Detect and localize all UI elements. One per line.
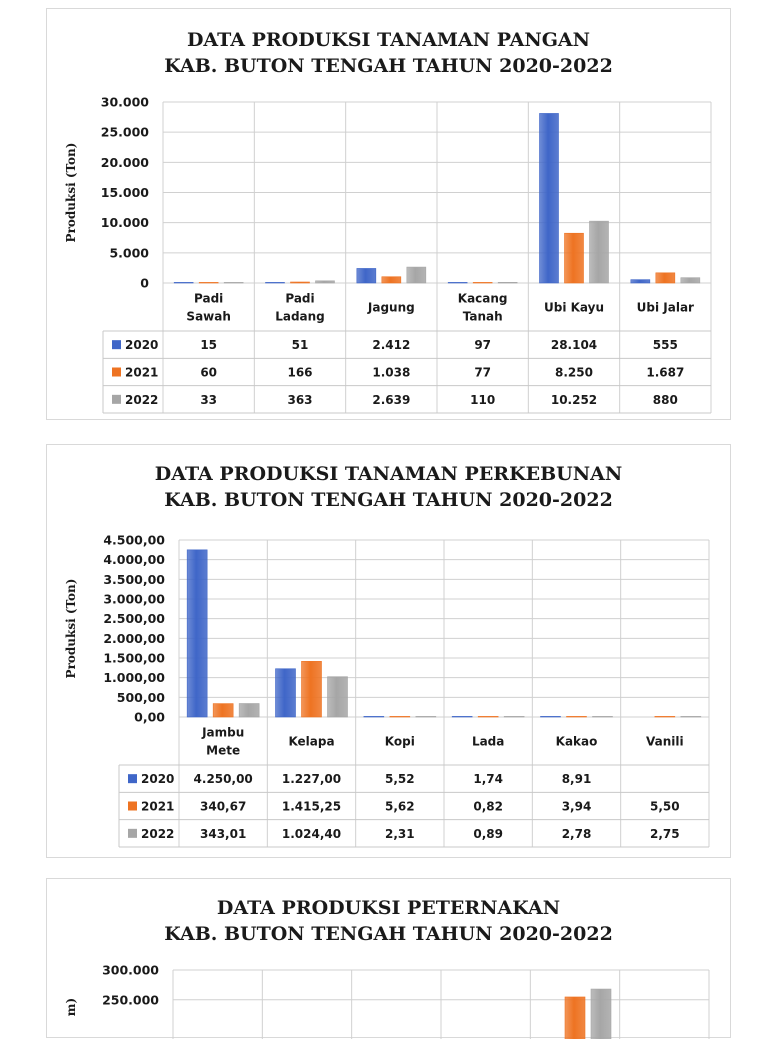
category-label: Tanah <box>462 309 503 324</box>
y-tick-label: 4.500,00 <box>103 532 165 548</box>
chart-title-line1: DATA PRODUKSI TANAMAN PANGAN <box>186 29 591 51</box>
data-table-cell: 343,01 <box>200 826 247 841</box>
bar-2022-2 <box>416 716 436 717</box>
chart-panel-peternakan <box>46 878 731 1038</box>
data-table-cell: 880 <box>652 392 678 407</box>
data-table-cell: 15 <box>200 338 218 353</box>
chart-peternakan-svg <box>47 879 732 1039</box>
data-table-cell: 2,75 <box>650 826 680 841</box>
category-label: Padi <box>285 291 315 306</box>
y-tick-label: 0 <box>140 275 149 291</box>
data-table-cell: 10.252 <box>550 392 598 407</box>
y-tick-label: 250.000 <box>102 992 159 1008</box>
data-table-cell: 8.250 <box>555 365 593 380</box>
legend-label: 2021 <box>125 365 159 380</box>
bar-2022-1 <box>328 677 348 717</box>
data-table-cell: 2.412 <box>372 338 411 353</box>
category-label: Jambu <box>202 725 245 740</box>
y-tick-label: 25.000 <box>100 124 149 140</box>
data-table-cell: 1.227,00 <box>281 772 342 787</box>
legend-label: 2022 <box>141 826 175 841</box>
data-table-cell: 2,31 <box>385 826 415 841</box>
chart-title-line1: DATA PRODUKSI TANAMAN PERKEBUNAN <box>154 463 623 485</box>
category-label: Kakao <box>555 734 598 749</box>
data-table-cell: 2.639 <box>372 392 411 407</box>
data-table-cell: 1,74 <box>473 772 503 787</box>
bar-2020-3 <box>452 716 472 717</box>
data-table-cell: 1.024,40 <box>281 826 342 841</box>
data-table-cell: 1.687 <box>646 365 685 380</box>
category-label: Ladang <box>275 309 325 324</box>
data-table-cell: 166 <box>287 365 313 380</box>
bar-2021-3 <box>478 716 498 717</box>
y-tick-label: 2.500,00 <box>103 611 165 627</box>
data-table-cell: 2,78 <box>561 826 592 841</box>
category-label: Kelapa <box>288 734 335 749</box>
y-tick-label: 3.000,00 <box>103 591 165 607</box>
category-label: Padi <box>194 291 224 306</box>
chart-title-line2: KAB. BUTON TENGAH TAHUN 2020-2022 <box>164 55 613 77</box>
data-table-cell: 5,50 <box>650 799 680 814</box>
data-table-cell: 5,52 <box>385 772 415 787</box>
data-table-cell: 0,89 <box>473 826 503 841</box>
data-table-cell: 60 <box>200 365 218 380</box>
legend-label: 2020 <box>141 772 175 787</box>
chart-panel-tanaman-pangan <box>46 8 731 420</box>
category-label: Ubi Jalar <box>636 300 694 315</box>
y-tick-label: 0,00 <box>134 709 165 725</box>
y-tick-label: 1.500,00 <box>103 650 165 666</box>
bar-2020-2 <box>364 716 384 717</box>
legend-label: 2022 <box>125 392 159 407</box>
legend-key-2022 <box>112 395 121 404</box>
category-label: Mete <box>206 743 241 758</box>
category-label: Kopi <box>384 734 415 749</box>
data-table-cell: 33 <box>200 392 218 407</box>
y-axis-label: Produksi (Ton) <box>64 578 78 679</box>
bar-2020-1 <box>266 282 285 283</box>
bar-2022-2 <box>407 267 426 283</box>
legend-label: 2020 <box>125 338 159 353</box>
data-table-cell: 28.104 <box>550 338 598 353</box>
data-table-cell: 5,62 <box>385 799 415 814</box>
legend-key-2022 <box>128 829 137 838</box>
bar-2020-4 <box>540 113 559 283</box>
legend-key-2021 <box>112 368 121 377</box>
y-tick-label: 5.000 <box>109 245 149 261</box>
data-table-cell: 3,94 <box>561 799 592 814</box>
data-table-cell: 0,82 <box>473 799 503 814</box>
bar-2020-1 <box>276 669 296 717</box>
legend-key-2020 <box>112 340 121 349</box>
bar-2022-4 <box>591 989 611 1039</box>
bar-2022-5 <box>681 278 700 283</box>
data-table-cell: 363 <box>287 392 313 407</box>
bar-2021-1 <box>302 661 322 717</box>
category-label: Ubi Kayu <box>543 300 605 315</box>
category-label: Vanili <box>646 734 684 749</box>
bar-2022-4 <box>590 221 609 283</box>
chart-pangan-svg <box>47 9 732 421</box>
bar-2022-4 <box>593 716 613 717</box>
bar-2021-0 <box>199 282 218 283</box>
y-tick-label: 15.000 <box>100 185 149 200</box>
bar-2021-4 <box>567 716 587 717</box>
y-axis-label: Produksi (Ton) <box>64 142 78 243</box>
bar-2020-0 <box>187 550 207 717</box>
bar-2020-5 <box>631 280 650 283</box>
category-label: Lada <box>471 734 505 749</box>
y-tick-label: 10.000 <box>100 215 149 231</box>
bar-2020-4 <box>541 716 561 717</box>
data-table-cell: 1.415,25 <box>281 799 342 814</box>
chart-panel-tanaman-perkebunan <box>46 444 731 858</box>
data-table-cell: 110 <box>470 392 496 407</box>
legend-key-2021 <box>128 802 137 811</box>
y-tick-label: 2.000,00 <box>103 630 165 646</box>
bar-2021-5 <box>656 273 675 283</box>
chart-title-line2: KAB. BUTON TENGAH TAHUN 2020-2022 <box>164 923 613 945</box>
y-tick-label: 3.500,00 <box>103 571 165 587</box>
category-label: Sawah <box>186 309 231 324</box>
y-tick-label: 20.000 <box>100 154 149 170</box>
bar-2021-0 <box>213 704 233 717</box>
bar-2020-0 <box>174 282 193 283</box>
chart-title-line2: KAB. BUTON TENGAH TAHUN 2020-2022 <box>164 489 613 511</box>
bar-2021-5 <box>655 716 675 717</box>
y-tick-label: 300.000 <box>102 962 159 978</box>
bar-2021-4 <box>565 997 585 1039</box>
bar-2022-1 <box>316 281 335 283</box>
data-table-cell: 555 <box>652 338 678 353</box>
bar-2021-1 <box>291 282 310 283</box>
bar-2021-2 <box>390 716 410 717</box>
category-label: Jagung <box>367 300 415 315</box>
bar-2021-2 <box>382 277 401 283</box>
bar-2020-3 <box>448 282 467 283</box>
bar-2022-0 <box>239 704 259 717</box>
category-label: Kacang <box>457 291 508 306</box>
bar-2022-3 <box>504 716 524 717</box>
data-table-cell: 77 <box>474 365 492 380</box>
bar-2022-5 <box>681 716 701 717</box>
bar-2021-4 <box>565 233 584 283</box>
data-table-cell: 1.038 <box>372 365 411 380</box>
chart-title-line1: DATA PRODUKSI PETERNAKAN <box>216 897 561 919</box>
data-table-cell: 51 <box>291 338 309 353</box>
bar-2022-3 <box>498 282 517 283</box>
data-table-cell: 340,67 <box>200 799 247 814</box>
y-tick-label: 1.000,00 <box>103 670 165 686</box>
legend-label: 2021 <box>141 799 175 814</box>
y-tick-label: 4.000,00 <box>103 552 165 568</box>
chart-perkebunan-svg <box>47 445 732 859</box>
y-tick-label: 30.000 <box>100 94 149 110</box>
bar-2020-2 <box>357 268 376 283</box>
bar-2021-3 <box>473 282 492 283</box>
data-table-cell: 4.250,00 <box>193 772 253 787</box>
legend-key-2020 <box>128 774 137 783</box>
y-axis-label: m) <box>64 997 78 1017</box>
data-table-cell: 8,91 <box>561 772 592 787</box>
y-tick-label: 500,00 <box>116 689 165 705</box>
bar-2022-0 <box>224 282 243 283</box>
data-table-cell: 97 <box>474 338 492 353</box>
